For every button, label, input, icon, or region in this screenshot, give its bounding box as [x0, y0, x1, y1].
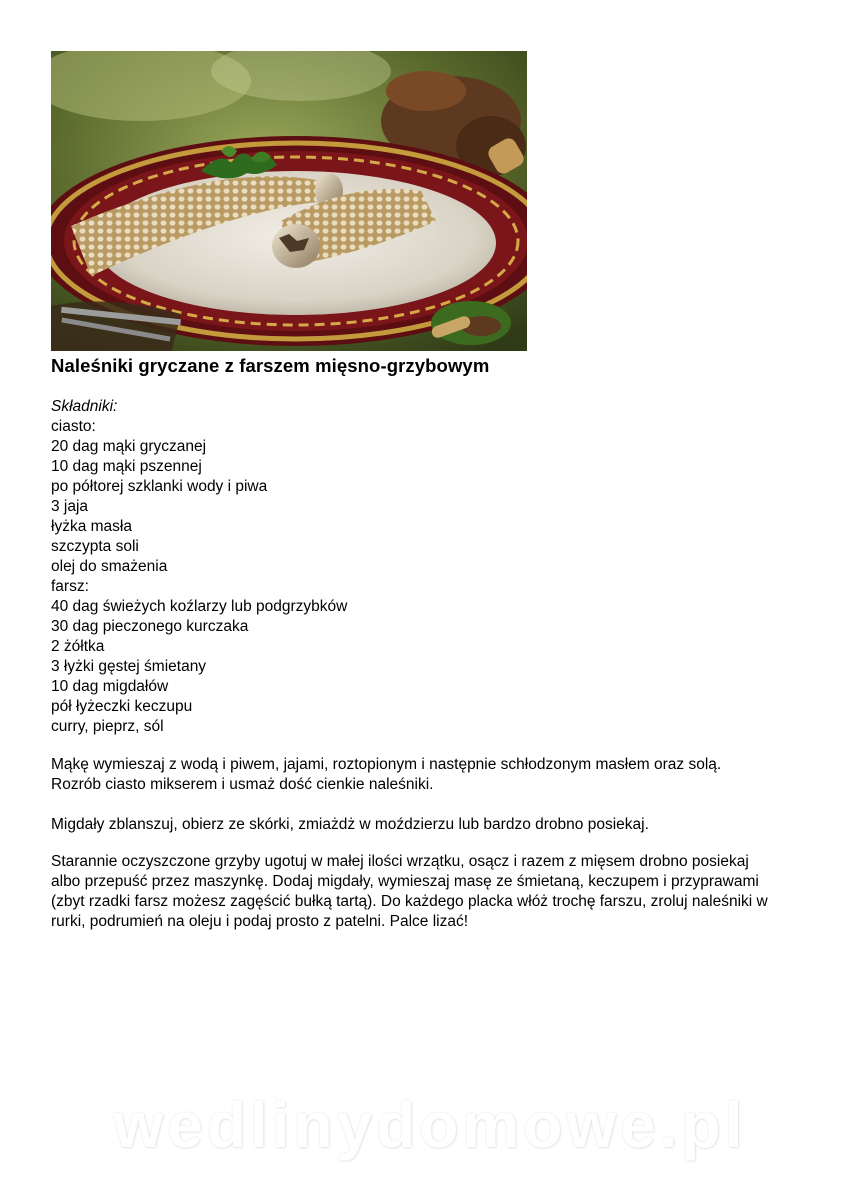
recipe-title: Naleśniki gryczane z farszem mięsno-grzybowym — [51, 355, 490, 376]
ingredient-line: olej do smażenia — [51, 558, 168, 575]
recipe-photo — [51, 51, 527, 351]
ingredient-line: 20 dag mąki gryczanej — [51, 438, 207, 455]
ingredient-line: szczypta soli — [51, 538, 139, 555]
watermark: wedlinydomowe.pl — [113, 1089, 747, 1161]
ingredient-line: 10 dag migdałów — [51, 678, 169, 695]
ingredient-line: 40 dag świeżych koźlarzy lub podgrzybków — [51, 598, 348, 615]
ingredient-line: 3 łyżki gęstej śmietany — [51, 658, 207, 675]
instruction-paragraph: Migdały zblanszuj, obierz ze skórki, zmiażdż w moździerzu lub bardzo drobno posiekaj. — [51, 816, 649, 833]
ingredients-label: Składniki: — [51, 398, 118, 415]
instruction-paragraph: Starannie oczyszczone grzyby ugotuj w małej ilości wrzątku, osącz i razem z mięsem drobno posiekaj albo przepuść przez maszynkę. Dodaj migdały, wymieszaj masę ze śmietaną, keczupem i przyprawami (zbyt rzadki farsz możesz zagęścić bułką tartą). Do każdego placka włóż trochę farszu, zroluj naleśniki w rurki, podrumień na oleju i podaj prosto z patelni. Palce lizać! — [51, 853, 768, 930]
ingredient-line: 10 dag mąki pszennej — [51, 458, 202, 475]
ingredient-line: 3 jaja — [51, 498, 89, 515]
ingredient-line: pół łyżeczki keczupu — [51, 698, 193, 715]
ingredient-line: po półtorej szklanki wody i piwa — [51, 478, 268, 495]
ingredient-line: curry, pieprz, sól — [51, 718, 164, 735]
ingredient-line: 30 dag pieczonego kurczaka — [51, 618, 249, 635]
ingredient-line: farsz: — [51, 578, 89, 595]
ingredient-line: ciasto: — [51, 418, 96, 435]
ingredients-list — [51, 397, 347, 737]
instruction-paragraph: Mąkę wymieszaj z wodą i piwem, jajami, roztopionym i następnie schłodzonym masłem oraz solą. Rozrób ciasto mikserem i usmaż dość cienkie naleśniki. — [51, 756, 722, 793]
ingredient-line: 2 żółtka — [51, 638, 105, 655]
pancakes-on-plate-image — [51, 51, 527, 351]
ingredient-line: łyżka masła — [51, 518, 132, 535]
